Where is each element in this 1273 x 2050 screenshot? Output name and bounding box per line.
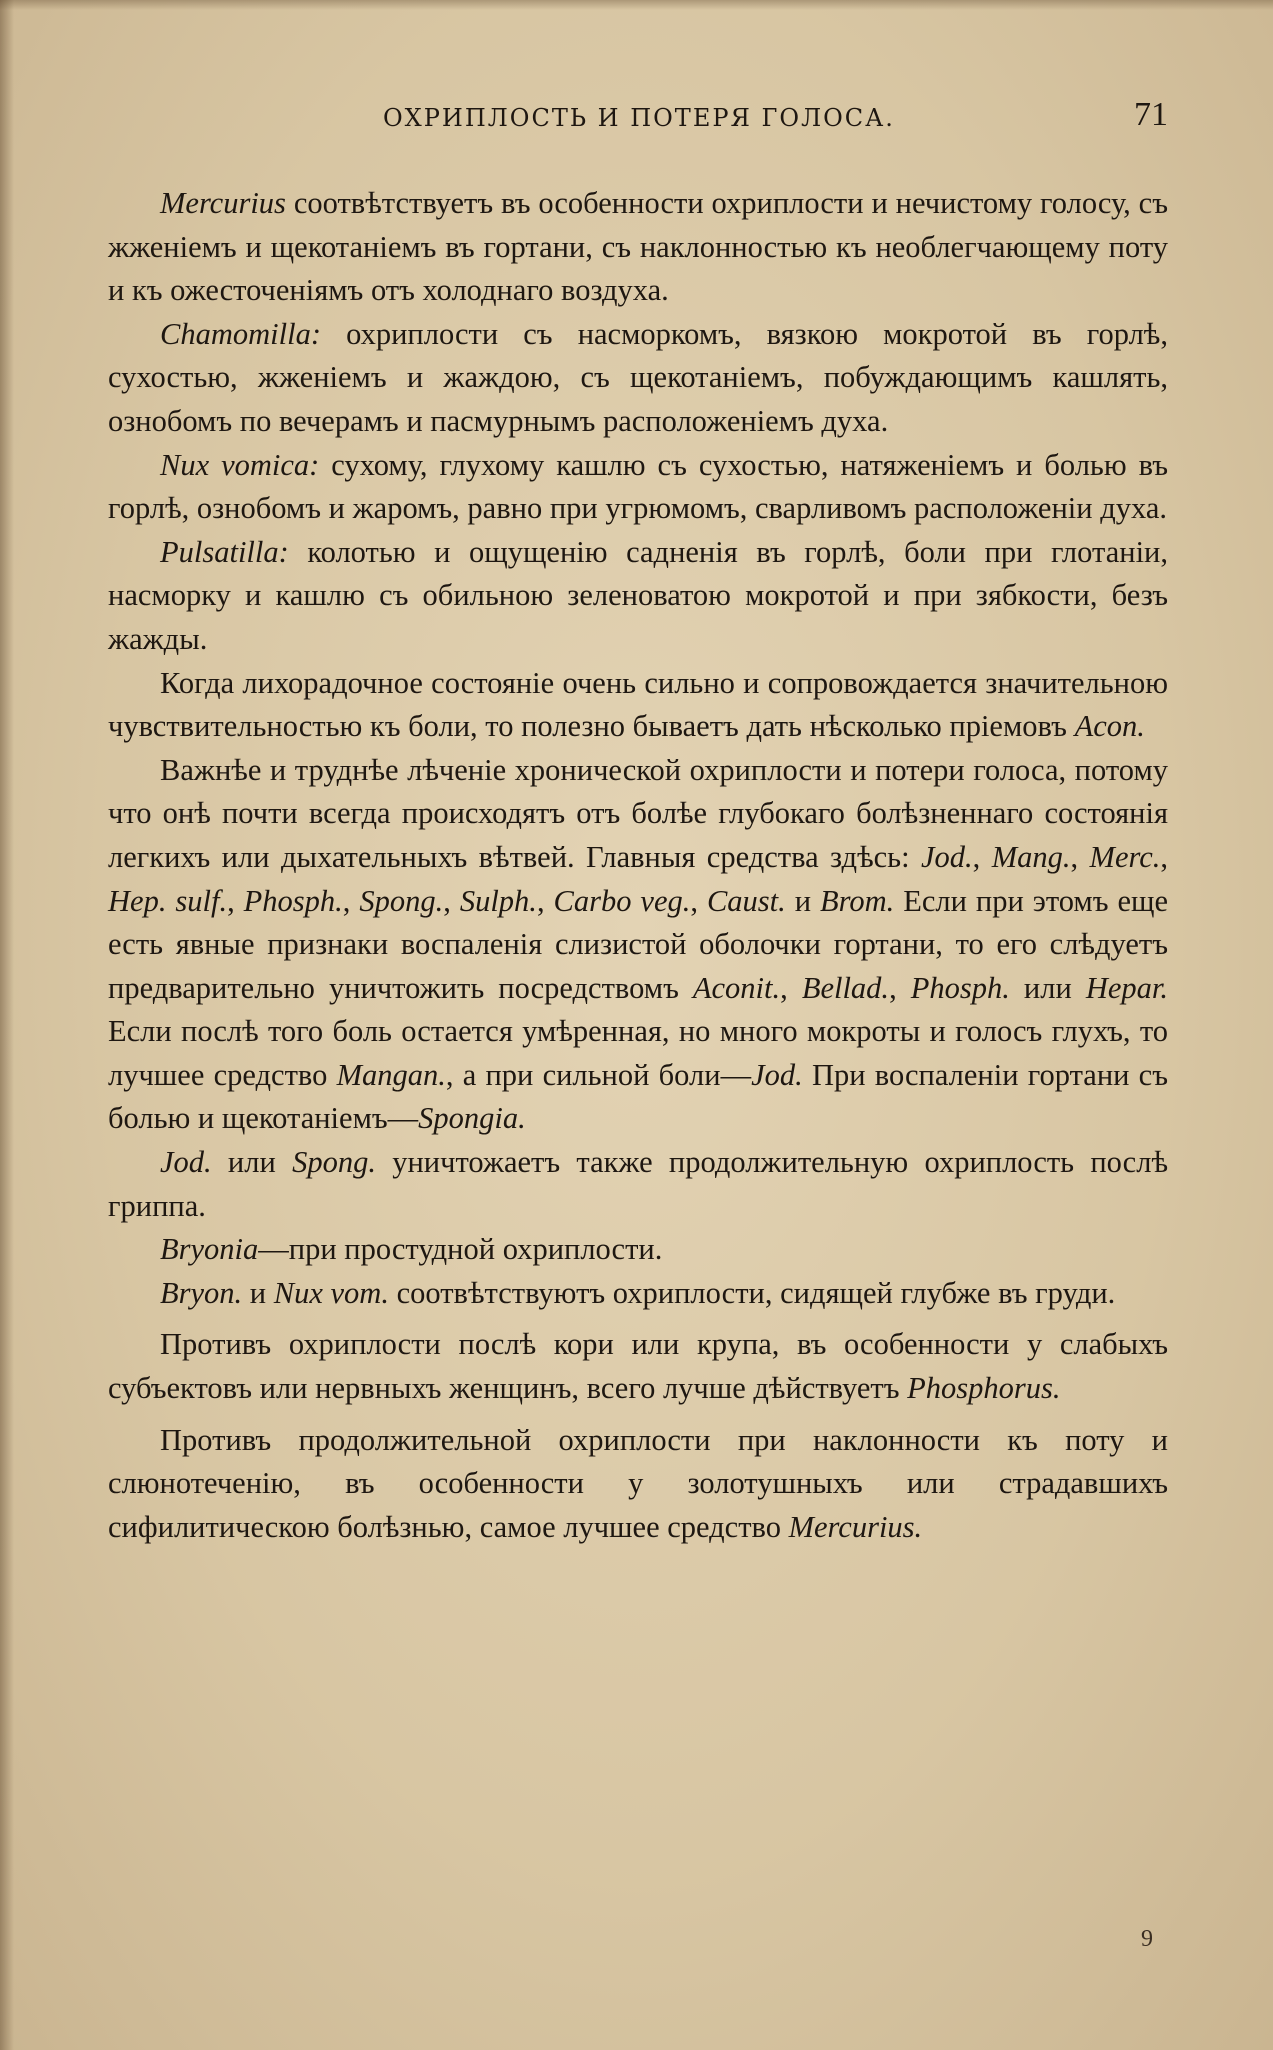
- remedy-name: Phosphorus.: [907, 1371, 1061, 1406]
- text-run: Если послѣ того боль остается умѣренная, но много мокроты и голосъ глухъ, то лучшее средство: [108, 1014, 1168, 1092]
- running-header: [108, 96, 1168, 146]
- remedy-name: Acon.: [1074, 709, 1145, 744]
- text-run: Важнѣе и труднѣе лѣченіе хронической охриплости и потери голоса, потому что онѣ почти всегда происходятъ отъ болѣе глубокаго болѣзненнаго состоянія легкихъ или дыхательныхъ вѣтвей. Главныя средства здѣсь:: [108, 752, 1168, 874]
- text-run: Противъ продолжительной охриплости при наклонности къ поту и слюнотеченію, въ особенности у золотушныхъ или страдавшихъ сифилитическою болѣзнью, самое лучшее средство: [108, 1422, 1168, 1544]
- remedy-name: Merc.: [1089, 839, 1161, 874]
- paragraph: [108, 1228, 1168, 1272]
- remedy-name: Brom.: [820, 883, 895, 918]
- text-run: ,: [780, 970, 802, 1005]
- text-run: ,: [443, 883, 460, 918]
- remedy-name: Phosph.: [243, 883, 343, 918]
- printer-signature-mark: 9: [1141, 1926, 1153, 1952]
- text-run: сухому, глухому кашлю съ сухостью, натяженіемъ и болью въ горлѣ, ознобомъ и жаромъ, равно при угрюмомъ, сварливомъ расположеніи духа.: [108, 447, 1168, 526]
- remedy-name: Chamomilla:: [160, 316, 321, 351]
- text-run: ,: [1160, 839, 1169, 874]
- remedy-name: Hep. sulf.: [108, 883, 228, 918]
- remedy-name: Spongia.: [418, 1101, 526, 1136]
- remedy-name: Phosph.: [910, 970, 1010, 1005]
- remedy-name: Bellad.: [801, 970, 890, 1005]
- text-run: и: [785, 883, 821, 918]
- text-run: ,: [1070, 839, 1090, 874]
- text-run: ,: [972, 839, 992, 874]
- remedy-name: Caust.: [706, 883, 786, 918]
- remedy-name: Spong.: [359, 883, 444, 918]
- text-run: Когда лихорадочное состояніе очень сильно и сопровождается значительною чувствительностью къ боли, то полезно бываетъ дать нѣсколько пріемовъ: [108, 665, 1168, 744]
- page-number: 71: [1134, 96, 1168, 133]
- paragraph: [108, 1272, 1168, 1316]
- paragraph: [108, 662, 1168, 749]
- remedy-name: Pulsatilla:: [160, 534, 289, 569]
- text-run: При воспаленіи гортани съ болью и щекотаніемъ—: [108, 1057, 1168, 1136]
- text-run: соотвѣтствуютъ охриплости, сидящей глубже въ груди.: [388, 1275, 1116, 1310]
- page-edge-shadow: [0, 0, 14, 2050]
- text-run: Если при этомъ еще есть явные признаки воспаленія слизистой оболочки гортани, то его слѣдуетъ предварительно уничтожить посредствомъ: [108, 883, 1169, 1005]
- paragraph: [108, 444, 1168, 531]
- remedy-name: Nux vom.: [273, 1275, 389, 1310]
- page-top-shadow: [0, 0, 1273, 10]
- remedy-name: Bryon.: [160, 1275, 243, 1310]
- remedy-name: Mercurius: [160, 186, 286, 220]
- text-run: —при простудной охриплости.: [258, 1232, 663, 1267]
- remedy-name: Carbo veg.: [553, 883, 691, 918]
- text-run: или: [1009, 970, 1086, 1005]
- body-text: [108, 182, 1168, 1549]
- text-run: соотвѣтствуетъ въ особенности охриплости и нечистому голосу, съ жженіемъ и щекотаніемъ въ гортани, съ наклонностью къ необлегчающему поту и къ ожесточеніямъ отъ холоднаго воздуха.: [108, 186, 1168, 308]
- text-run: , а при сильной боли—: [445, 1057, 752, 1092]
- remedy-name: Jod.: [920, 839, 973, 874]
- remedy-name: Mangan.: [336, 1057, 446, 1092]
- text-run: колотью и ощущенію садненія въ горлѣ, боли при глотаніи, насморку и кашлю съ обильною зеленоватою мокротой и при зябкости, безъ жажды.: [108, 534, 1168, 656]
- paragraph: [108, 531, 1168, 662]
- text-run: и: [242, 1275, 274, 1310]
- text-run: ,: [889, 970, 911, 1005]
- paragraph: [108, 1323, 1168, 1410]
- running-title: ОХРИПЛОСТЬ И ПОТЕРЯ ГОЛОСА.: [383, 104, 895, 132]
- remedy-name: Spong.: [292, 1145, 376, 1180]
- paragraph: [108, 1419, 1168, 1550]
- remedy-name: Mang.: [991, 839, 1071, 874]
- text-run: ,: [536, 883, 554, 918]
- text-run: охриплости съ насморкомъ, вязкою мокротой въ горлѣ, сухостью, жженіемъ и жаждою, съ щекотаніемъ, побуждающимъ кашлять, ознобомъ по вечерамъ и пасмурнымъ расположеніемъ духа.: [108, 316, 1168, 438]
- paragraph: [108, 749, 1168, 1141]
- paragraph: [108, 313, 1168, 444]
- remedy-name: Jod.: [160, 1145, 212, 1180]
- remedy-name: Bryonia: [160, 1232, 259, 1267]
- text-run: Противъ охриплости послѣ кори или крупа, въ особенности у слабыхъ субъектовъ или нервныхъ женщинъ, всего лучше дѣйствуетъ: [108, 1327, 1168, 1406]
- remedy-name: Nux vomica:: [160, 447, 320, 482]
- remedy-name: Hepar.: [1085, 970, 1168, 1005]
- remedy-name: Mercurius.: [788, 1509, 923, 1544]
- remedy-name: Aconit.: [692, 970, 781, 1005]
- text-run: ,: [227, 883, 244, 918]
- remedy-name: Jod.: [751, 1057, 803, 1092]
- paragraph: [108, 1141, 1168, 1228]
- paragraph: [108, 182, 1168, 313]
- remedy-name: Sulph.: [459, 883, 537, 918]
- text-run: ,: [690, 883, 707, 918]
- text-run: или: [211, 1145, 293, 1180]
- text-run: уничтожаетъ также продолжительную охриплость послѣ гриппа.: [108, 1145, 1169, 1223]
- text-run: ,: [342, 883, 360, 918]
